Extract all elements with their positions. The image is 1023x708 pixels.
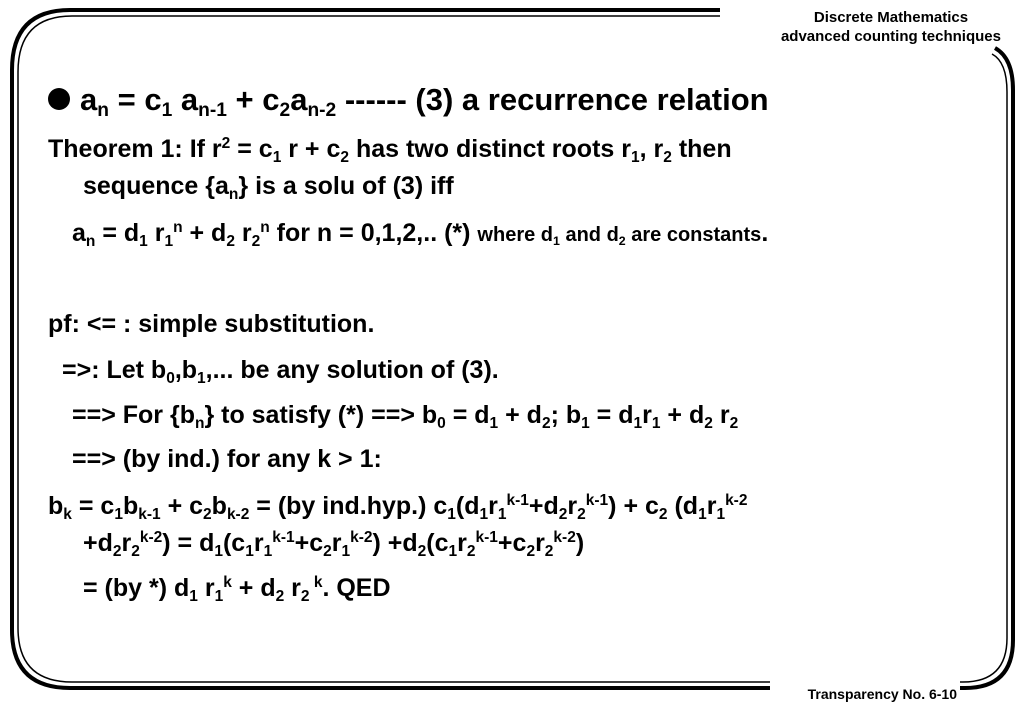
closed-form-formula: $a_n = d_1$ $r_1^n + d_2$ $r_2^n$ for n = 0,1,2,.. (*) where $d_1$ and $d_2$ are constants. bbox=[72, 219, 769, 250]
constants-note: where $d_1$ and $d_2$ are constants bbox=[477, 224, 762, 248]
proof-line-1: pf: <= : simple substitution. bbox=[48, 310, 375, 338]
proof-line-3: ==> For $\{b_n\}$ to satisfy (*) ==> $b_0 = d_1 + d_2$; $b_1 = d_1r_1 + d_2$ $r_2$ bbox=[72, 401, 739, 432]
theorem-line-2: sequence $\{a_n\}$ is a solu of (3) iff bbox=[83, 172, 454, 203]
derivation-line-2: $+d_2r_2^{k-2}) = d_1(c_1r_1^{k-1}+c_2r_1^{k-2}) +d_2(c_1r_2^{k-1}+c_2r_2^{k-2})$ bbox=[83, 529, 585, 560]
proof-line-2: =>: Let $b_0,b_1$,... be any solution of (3). bbox=[62, 356, 499, 387]
recurrence-title: $a_n = c_1$ $a_{n-1} + c_2a_{n-2}$ ------ (3) a recurrence relation bbox=[48, 82, 769, 118]
theorem-line-1: Theorem 1: If $r^2 = c_1$ $r + c_2$ has two distinct roots $r_1$, $r_2$ then bbox=[48, 135, 732, 166]
topic-title: advanced counting techniques bbox=[780, 28, 1001, 45]
transparency-number: Transparency No. 6-10 bbox=[807, 686, 957, 702]
bullet-icon bbox=[48, 88, 70, 110]
course-title: Discrete Mathematics bbox=[813, 9, 969, 26]
proof-line-4: ==> (by ind.) for any k > 1: bbox=[72, 445, 382, 473]
derivation-line-3: = (by *) $d_1$ $r_1^k + d_2$ $r_2$ $^k$. QED bbox=[83, 574, 391, 605]
slide-header bbox=[781, 8, 1001, 46]
derivation-line-1: $b_k = c_1b_{k-1} + c_2b_{k-2} = (by$ ind.hyp.) $c_1(d_1r_1^{k-1}+d_2r_2^{k-1}) + c_2$ ($d_1r_1^{k-2}$ bbox=[48, 492, 748, 523]
